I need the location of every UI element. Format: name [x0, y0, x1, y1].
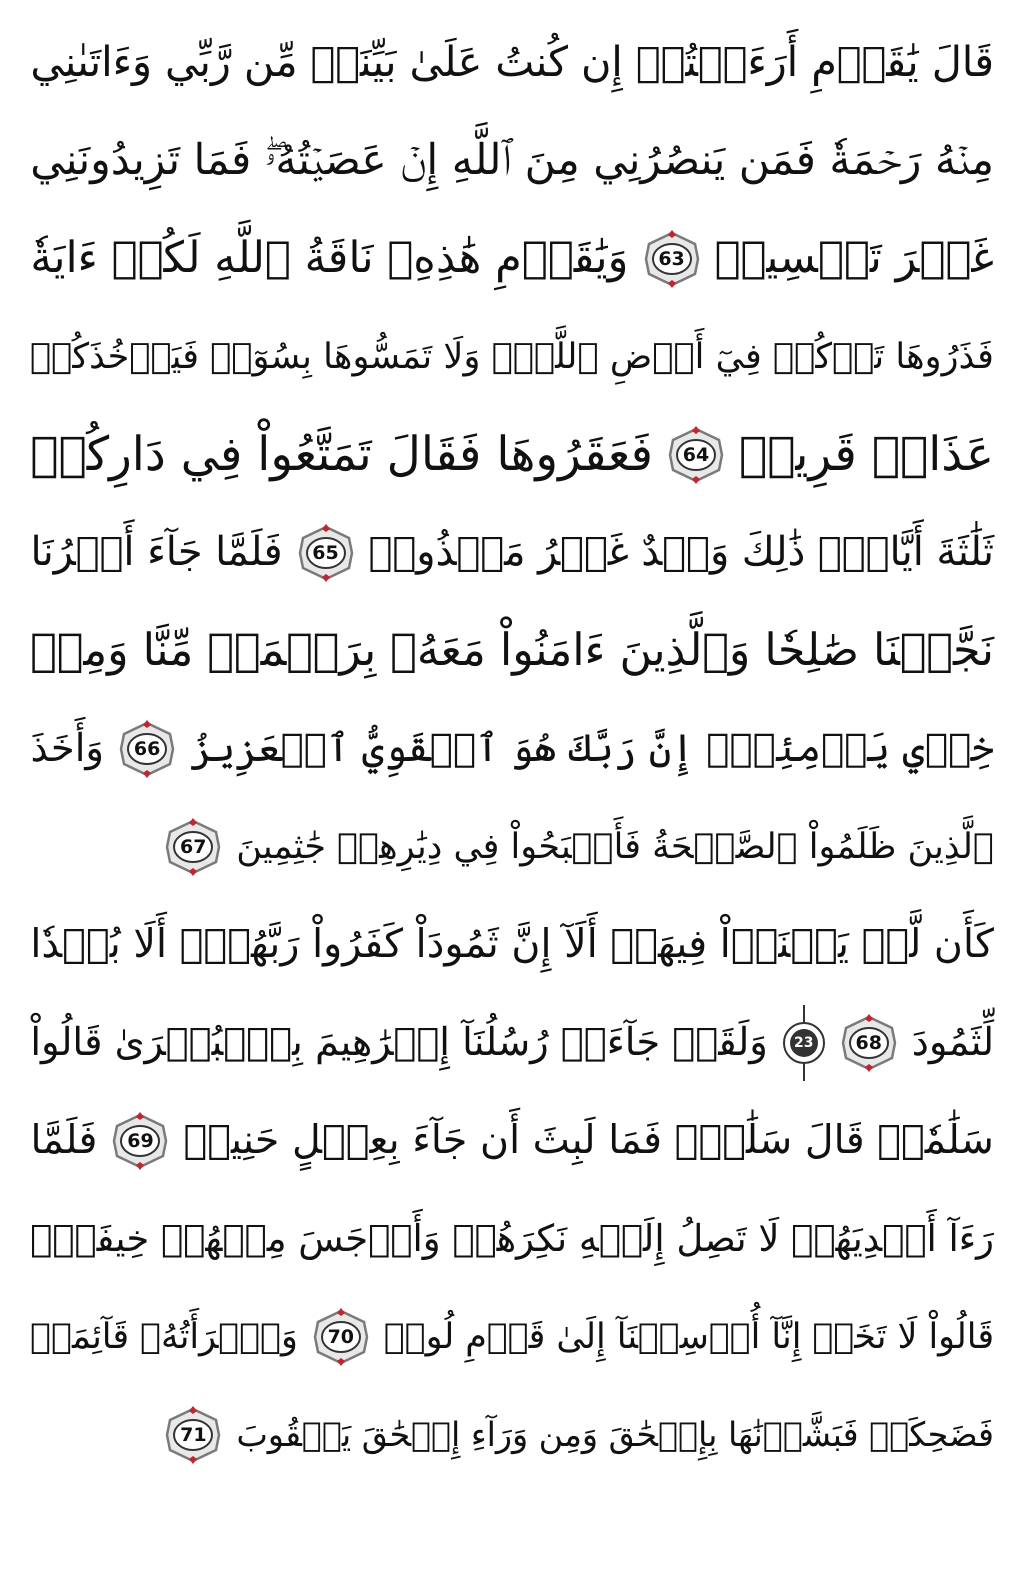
- ayah-number: 66: [133, 738, 161, 760]
- ayah-number: 68: [855, 1032, 882, 1054]
- ayah-number-marker: [297, 524, 355, 582]
- verse-text: مِنۡهُ رَحۡمَةٗ فَمَن يَنصُرُنِي مِنَ ٱللَّهِ إِنۡ عَصَيۡتُهُۥۖ فَمَا تَزِيدُونَنِي: [30, 135, 994, 185]
- verse-text: وَٱمۡرَأَتُهُۥ قَآئِمَةٞ: [30, 1316, 298, 1357]
- ayah-number: 64: [682, 444, 710, 466]
- verse-text: وَلَقَدۡ جَآءَتۡ رُسُلُنَآ إِبۡرَٰهِيمَ بِٱلۡبُشۡرَىٰ قَالُواْ: [30, 1019, 768, 1065]
- ayah-number-marker: [164, 818, 222, 876]
- verse-line: [30, 602, 994, 700]
- ayah-number: 71: [180, 1424, 207, 1446]
- verse-text: غَيۡرَ تَخۡسِيرٖ: [714, 233, 994, 284]
- verse-text: لِّثَمُودَ: [911, 1019, 994, 1065]
- verse-text: فَعَقَرُوهَا فَقَالَ تَمَتَّعُواْ فِي دَارِكُمۡ: [30, 427, 653, 483]
- ayah-number: 70: [327, 1326, 355, 1348]
- verse-line: [30, 798, 994, 896]
- verse-text: فَلَمَّا جَآءَ أَمۡرُنَا: [30, 529, 283, 576]
- ayah-number: 67: [180, 836, 207, 858]
- verse-line: [30, 896, 994, 994]
- verse-lines: [30, 14, 994, 1484]
- ayah-number-marker: [840, 1014, 898, 1072]
- ayah-number-marker: [643, 230, 701, 288]
- verse-line: [30, 406, 994, 504]
- verse-text: عَذَابٞ قَرِيبٞ: [738, 427, 994, 483]
- verse-line: [30, 1092, 994, 1190]
- verse-text: فَلَمَّا: [30, 1117, 98, 1164]
- ayah-number: 69: [127, 1130, 154, 1152]
- verse-text: كَأَن لَّمۡ يَغۡنَوۡاْ فِيهَآۗ أَلَآ إِنَّ ثَمُودَاْ كَفَرُواْ رَبَّهُمۡۗ أَلَا بُعۡدٗا: [30, 921, 994, 968]
- verse-text: فَذَرُوهَا تَأۡكُلۡ فِيٓ أَرۡضِ ٱللَّهِۖ وَلَا تَمَسُّوهَا بِسُوٓءٖ فَيَأۡخُذَكُمۡ: [30, 336, 994, 378]
- verse-line: [30, 210, 994, 308]
- verse-line: [30, 700, 994, 798]
- verse-line: [30, 1190, 994, 1288]
- ayah-number-marker: [312, 1308, 370, 1366]
- verse-line: [30, 504, 994, 602]
- verse-text: ثَلَٰثَةَ أَيَّامٖۖ ذَٰلِكَ وَعۡدٌ غَيۡرُ مَكۡذُوبٖ: [368, 529, 994, 576]
- verse-text: وَأَخَذَ: [30, 725, 105, 771]
- juz-number: 23: [794, 1035, 814, 1051]
- ayah-number: 63: [658, 248, 685, 270]
- verse-line: [30, 308, 994, 406]
- verse-text: ٱلَّذِينَ ظَلَمُواْ ٱلصَّيۡحَةُ فَأَصۡبَحُواْ فِي دِيَٰرِهِمۡ جَٰثِمِينَ: [236, 826, 994, 868]
- verse-text: قَالُواْ لَا تَخَفۡ إِنَّآ أُرۡسِلۡنَآ إِلَىٰ قَوۡمِ لُوطٖ: [383, 1316, 994, 1357]
- ayah-number-marker: [111, 1112, 169, 1170]
- verse-line: [30, 1386, 994, 1484]
- verse-line: [30, 14, 994, 112]
- verse-text: رَءَآ أَيۡدِيَهُمۡ لَا تَصِلُ إِلَيۡهِ نَكِرَهُمۡ وَأَوۡجَسَ مِنۡهُمۡ خِيفَةٗۚ: [30, 1216, 994, 1260]
- ayah-number: 65: [312, 542, 339, 564]
- ayah-number-marker: [164, 1406, 222, 1464]
- ayah-number-marker: [667, 426, 725, 484]
- verse-text: نَجَّيۡنَا صَٰلِحٗا وَٱلَّذِينَ ءَامَنُواْ مَعَهُۥ بِرَحۡمَةٖ مِّنَّا وَمِنۡ: [30, 624, 994, 676]
- verse-line: [30, 1288, 994, 1386]
- juz-emblem: [782, 1003, 826, 1083]
- verse-line: [30, 112, 994, 210]
- verse-text: سَلَٰمٗاۖ قَالَ سَلَٰمٞۖ فَمَا لَبِثَ أَن جَآءَ بِعِجۡلٍ حَنِيذٖ: [183, 1117, 994, 1164]
- verse-text: قَالَ يَٰقَوۡمِ أَرَءَيۡتُمۡ إِن كُنتُ عَلَىٰ بَيِّنَةٖ مِّن رَّبِّي وَءَاتَىٰنِي: [30, 38, 994, 87]
- verse-text: فَضَحِكَتۡ فَبَشَّرۡنَٰهَا بِإِسۡحَٰقَ وَمِن وَرَآءِ إِسۡحَٰقَ يَعۡقُوبَ: [236, 1415, 994, 1455]
- verse-text: وَيَٰقَوۡمِ هَٰذِهِۦ نَاقَةُ ٱللَّهِ لَكُمۡ ءَايَةٗ: [30, 233, 629, 284]
- verse-line: [30, 994, 994, 1092]
- ayah-number-marker: [118, 720, 176, 778]
- verse-text: خِزۡيِ يَوۡمِئِذٍۚ إِنَّ رَبَّكَ هُوَ ٱلۡقَوِيُّ ٱلۡعَزِيزُ: [190, 725, 994, 771]
